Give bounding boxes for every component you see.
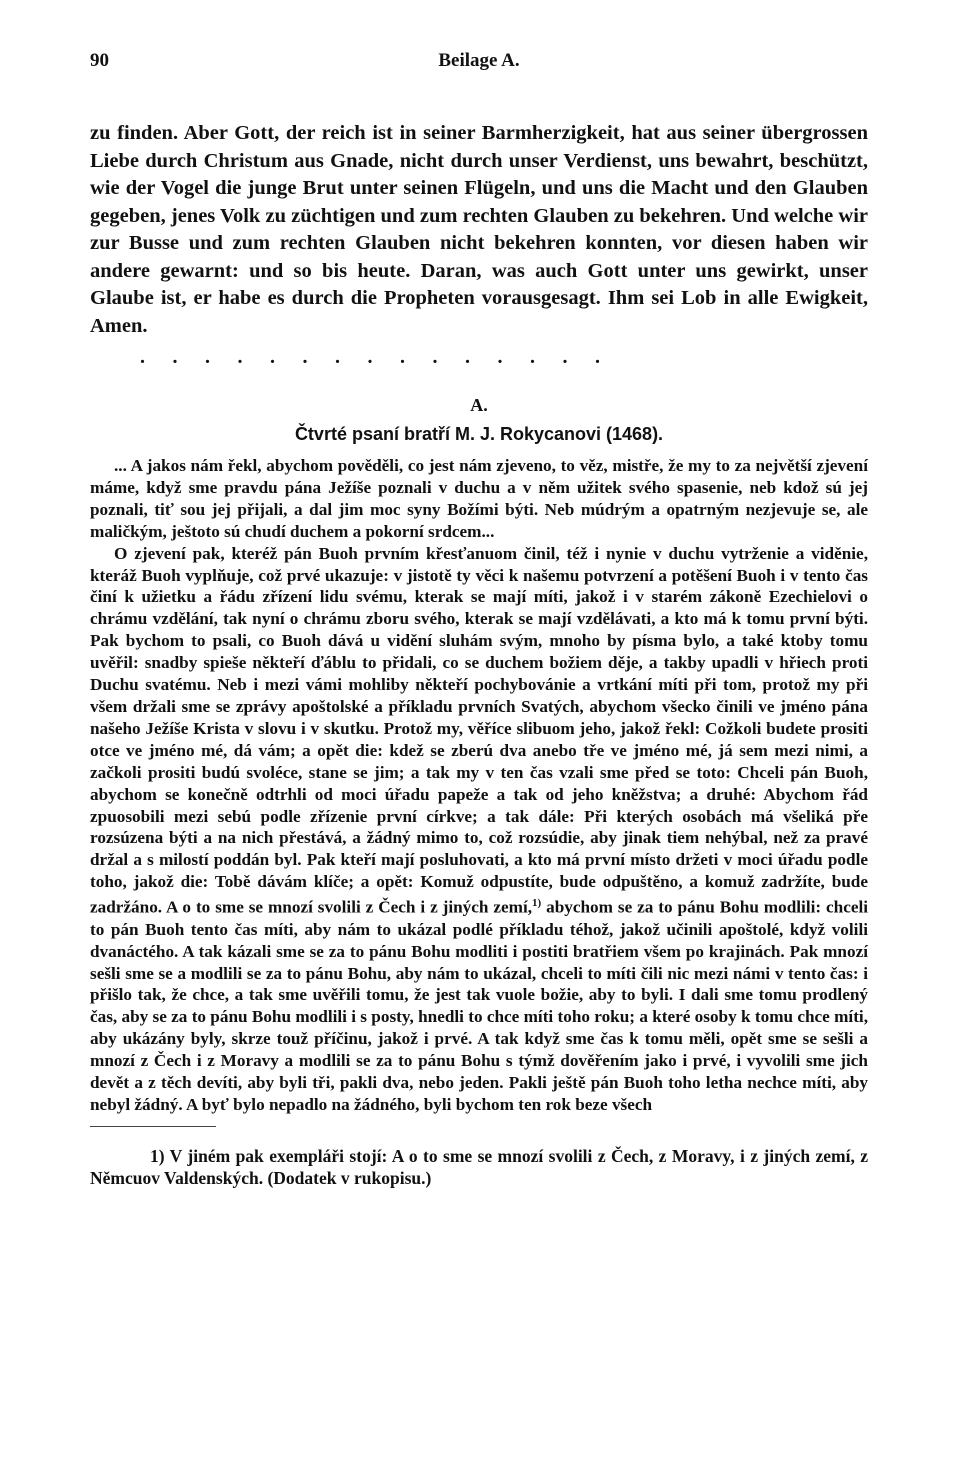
- dot: .: [140, 346, 145, 368]
- running-title: Beilage A.: [438, 50, 520, 71]
- section-title: Čtvrté psaní bratří M. J. Rokycanovi (1468).: [294, 424, 664, 444]
- czech-paragraph-2: [90, 543, 868, 1116]
- page: [90, 50, 868, 1189]
- footnote-text: 1) V jiném pak exempláři stojí: A o to sme se mnozí svolili z Čech, z Moravy, i z jiných zemí, z Němcuov Valdenských. (Dodatek v rukopisu.): [90, 1145, 868, 1188]
- dot: .: [335, 346, 340, 368]
- dot: .: [205, 346, 210, 368]
- dot: .: [465, 346, 470, 368]
- czech-paragraph-2-part-a: O zjevení pak, kteréž pán Buoh prvním křesťanuom činil, též i nynie v duchu vytrženie a viděnie, kteráž Buoh vyplňuje, což prvé ukazuje: v jistotě ty věci k našemu potvrzení a potěšení Buoh i v tento čas činí k užietku a řádu zřízení lidu svému, kterak se mají míti, jakož i v starém zákoně Ezechielovi o chrámu vzdělání, tak nyní o chrámu zboru svého, kterak se mají vzdělávati, a kto má k tomu první býti. Pak bychom to psali, co Buoh dává u vidění sluhám svým, mnoho by písma bylo, a také ktoby tomu uvěřil: snadby spieše někteří ďáblu to přidali, co se duchem božiem děje, a takby upadli v hřiech proti Duchu svatému. Neb i mezi vámi mohliby někteří pochybovánie a vrtkání míti při tom, protož my při všem držali sme se zprávy apoštolské a příkladu prvních Svatých, abychom všecko činili ve jméno pána našeho Ježíše Krista v slovu i v skutku. Protož my, věříce slibuom jeho, jakož řekl: Cožkoli budete prositi otce ve jméno mé, dá vám; a opět die: kdež se zberú dva anebo tře ve jméno mé, já sem mezi nimi, a začkoli prositi budú svoléce, stane se jim; a tak my v ten čas vzali sme před se toto: Chceli pán Buoh, abychom se konečně odtrhli od moci úřadu papeže a tak od jeho kněžstva; a druhé: Abychom řád zpuosobili mezi sebú podle zřízenie první církve; a tak dále: Při kterých osobách má všeliká pře rozsúzena býti a na nich přestává, a žádný mimo to, což rozsúdie, aby jinak tiem nehýbal, než za pravé držal a s milostí poddán byl. Pak kteří mají posluhovati, a kto má první místo držeti v moci úřadu podle toho, jakož die: Tobě dávám klíče; a opět: Komuž odpustíte, bude odpuštěno, a komuž zadržíte, bude zadržáno. A o to sme se mnozí svolili z Čech i z jiných zemí,: [90, 543, 868, 917]
- dot: .: [595, 346, 600, 368]
- german-paragraph: zu finden. Aber Gott, der reich ist in seiner Barmherzigkeit, hat aus seiner übergrossen Liebe durch Christum aus Gnade, nicht durch unser Verdienst, uns bewahrt, beschützt, wie der Vogel die junge Brut unter seinen Flügeln, und uns die Macht und den Glauben gegeben, jenes Volk zu züchtigen und zum rechten Glauben zu bekehren. Und welche wir zur Busse und zum rechten Glauben nicht bekehren konnten, vor diesen haben wir andere gewarnt: und so bis heute. Daran, was auch Gott unter uns gewirkt, unser Glaube ist, er habe es durch die Propheten vorausgesagt. Ihm sei Lob in alle Ewigkeit, Amen.: [90, 122, 868, 337]
- footnote-divider: [90, 1126, 216, 1127]
- dot: .: [237, 346, 243, 368]
- dot: .: [172, 346, 178, 368]
- dot: .: [400, 346, 405, 368]
- dot: .: [270, 346, 275, 368]
- czech-text-block: [90, 455, 868, 1116]
- dot: .: [367, 346, 373, 368]
- czech-paragraph-1: ... A jakos nám řekl, abychom pověděli, co jest nám zjeveno, to věz, mistře, že my to za největší zjevení máme, když sme pravdu pána Ježíše poznali v duchu a v něm užitek svého spasenie, neb kdož sú jej poznali, tiť sou jej přijali, a dal jim moc syny Božími býti. Neb múdrým a opatrným nezjevuje se, ale maličkým, ještoto sú chudí duchem a pokorní srdcem...: [90, 456, 868, 541]
- page-header: [90, 50, 868, 80]
- dot: .: [497, 346, 503, 368]
- german-text-block: [90, 120, 868, 340]
- footnote: [90, 1145, 868, 1189]
- ellipsis-row: [140, 346, 868, 369]
- page-number: 90: [90, 50, 109, 71]
- dot: .: [530, 346, 535, 368]
- dot: .: [432, 346, 438, 368]
- dot: .: [302, 346, 308, 368]
- czech-paragraph-2-part-b: abychom se za to pánu Bohu modlili: chceli to pán Buoh tento čas míti, aby nám to ukázal podlé příkladu téhož, jakož učinili apoštolé, když volili dvanáctého. A tak kázali sme se za to pánu Bohu modliti i postiti bratřiem všem po krajinách. Pak mnozí sešli sme se a modlili se za to pánu Bohu, aby nám to ukázal, chceli to míti čili nic mezi námi v tento čas: i přišlo tak, že chce, a tak sme uvěřili tomu, že jest tak vuole božie, aby to byli. I dali sme tomu prodlený čas, aby se za to pánu Bohu modlili i s posty, hnedli to chce míti toho roku; a které osoby k tomu chce míti, aby ukázány byly, skrze touž příčinu, jakož i prvé. A tak když sme čas k tomu měli, opět sme se sešli a mnozí z Čech i z Moravy a modlili se za to pánu Bohu s týmž dověřením jako i prvé, i vyvolili sme jich devět a z těch devíti, aby byli tři, pakli dva, nebo jeden. Pakli ještě pán Buoh toho letha nechce míti, aby nebyl žádný. A byť bylo nepadlo na žádného, byli bychom ten rok beze všech: [90, 897, 869, 1115]
- section-letter: A.: [470, 395, 488, 415]
- dot: .: [562, 346, 568, 368]
- footnote-reference: 1): [532, 897, 542, 910]
